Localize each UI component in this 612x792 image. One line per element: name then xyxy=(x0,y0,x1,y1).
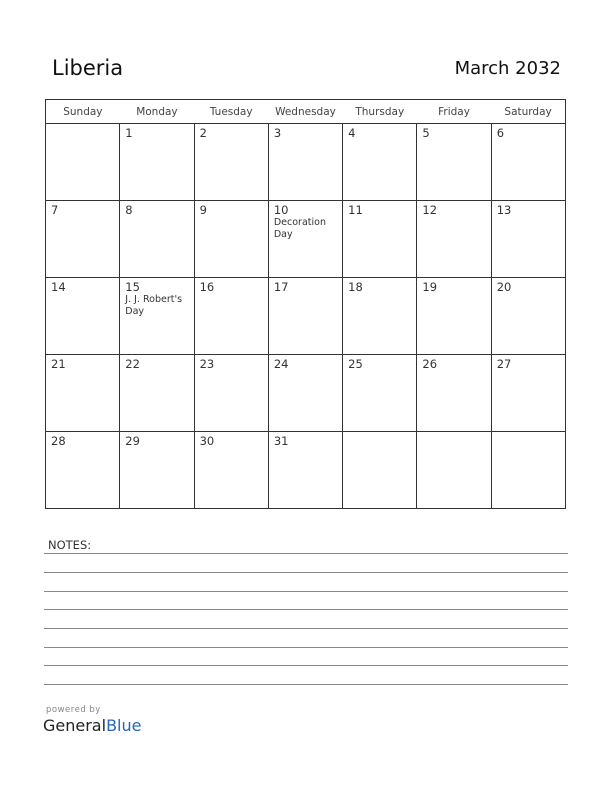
day-number: 5 xyxy=(422,126,430,140)
day-number: 7 xyxy=(51,203,59,217)
notes-line xyxy=(44,553,568,554)
day-number: 20 xyxy=(496,280,512,294)
notes-line xyxy=(44,628,568,629)
day-cell xyxy=(194,278,268,355)
notes-line xyxy=(44,591,568,592)
day-cell xyxy=(120,355,194,432)
day-cell xyxy=(46,355,120,432)
day-cell xyxy=(268,201,342,278)
weekday-header: Friday xyxy=(417,100,491,124)
day-number: 23 xyxy=(199,357,215,371)
day-number: 18 xyxy=(348,280,363,294)
day-number: 8 xyxy=(125,203,133,217)
brand-blue: Blue xyxy=(106,716,142,735)
brand-logo xyxy=(43,716,141,735)
week-row xyxy=(46,201,566,278)
day-cell xyxy=(343,201,417,278)
notes-line xyxy=(44,647,568,648)
day-cell xyxy=(120,201,194,278)
weekday-header: Thursday xyxy=(343,100,417,124)
notes-line xyxy=(44,665,568,666)
notes-label: NOTES: xyxy=(48,538,92,552)
week-row xyxy=(46,432,566,509)
day-cell xyxy=(194,124,268,201)
day-cell xyxy=(194,355,268,432)
day-cell xyxy=(46,278,120,355)
day-number: 17 xyxy=(273,280,289,294)
day-number: 2 xyxy=(199,126,207,140)
day-number: 22 xyxy=(125,357,140,371)
week-row xyxy=(46,124,566,201)
week-row xyxy=(46,278,566,355)
day-number: 14 xyxy=(51,280,66,294)
day-cell xyxy=(491,278,565,355)
week-row xyxy=(46,355,566,432)
country-title: Liberia xyxy=(52,56,124,80)
day-number: 12 xyxy=(422,203,438,217)
day-number: 11 xyxy=(348,203,363,217)
day-number: 16 xyxy=(199,280,215,294)
holiday-label: J. J. Robert's Day xyxy=(125,294,183,317)
day-cell xyxy=(120,278,194,355)
day-number: 15 xyxy=(125,280,140,294)
day-number: 4 xyxy=(348,126,356,140)
day-cell xyxy=(46,432,120,509)
day-cell xyxy=(417,432,491,509)
day-cell xyxy=(46,201,120,278)
day-cell xyxy=(120,432,194,509)
day-number: 10 xyxy=(273,203,289,217)
weekday-header-row xyxy=(46,100,566,124)
day-cell xyxy=(417,355,491,432)
weekday-header: Saturday xyxy=(491,100,565,124)
day-cell xyxy=(343,432,417,509)
day-cell xyxy=(194,201,268,278)
day-cell xyxy=(343,278,417,355)
day-cell xyxy=(417,201,491,278)
day-cell xyxy=(268,432,342,509)
day-number: 13 xyxy=(496,203,512,217)
day-cell xyxy=(120,124,194,201)
day-number: 30 xyxy=(199,434,215,448)
notes-line xyxy=(44,684,568,685)
day-number: 21 xyxy=(51,357,66,371)
day-cell xyxy=(491,201,565,278)
weekday-header: Monday xyxy=(120,100,194,124)
day-cell xyxy=(491,432,565,509)
weekday-header: Sunday xyxy=(46,100,120,124)
day-number: 3 xyxy=(273,126,282,140)
day-cell xyxy=(491,124,565,201)
day-number: 29 xyxy=(125,434,140,448)
day-cell xyxy=(343,355,417,432)
day-cell xyxy=(268,355,342,432)
powered-by-text: powered by xyxy=(46,705,101,715)
day-cell xyxy=(268,124,342,201)
day-number: 9 xyxy=(199,203,207,217)
day-number: 28 xyxy=(51,434,66,448)
day-number: 25 xyxy=(348,357,363,371)
notes-line xyxy=(44,572,568,573)
day-number: 1 xyxy=(125,126,133,140)
day-number: 31 xyxy=(273,434,289,448)
weekday-header: Wednesday xyxy=(268,100,342,124)
weekday-header: Tuesday xyxy=(194,100,268,124)
month-title: March 2032 xyxy=(454,58,561,79)
day-cell xyxy=(417,278,491,355)
day-number: 24 xyxy=(273,357,289,371)
brand-general: General xyxy=(43,716,107,735)
day-cell xyxy=(268,278,342,355)
day-cell xyxy=(417,124,491,201)
day-number: 6 xyxy=(496,126,505,140)
day-cell xyxy=(46,124,120,201)
day-cell xyxy=(491,355,565,432)
day-number: 27 xyxy=(496,357,512,371)
day-number: 19 xyxy=(422,280,438,294)
day-cell xyxy=(343,124,417,201)
day-cell xyxy=(194,432,268,509)
notes-line xyxy=(44,609,568,610)
holiday-label: Decoration Day xyxy=(273,217,326,240)
day-number: 26 xyxy=(422,357,438,371)
calendar-grid xyxy=(45,99,566,509)
